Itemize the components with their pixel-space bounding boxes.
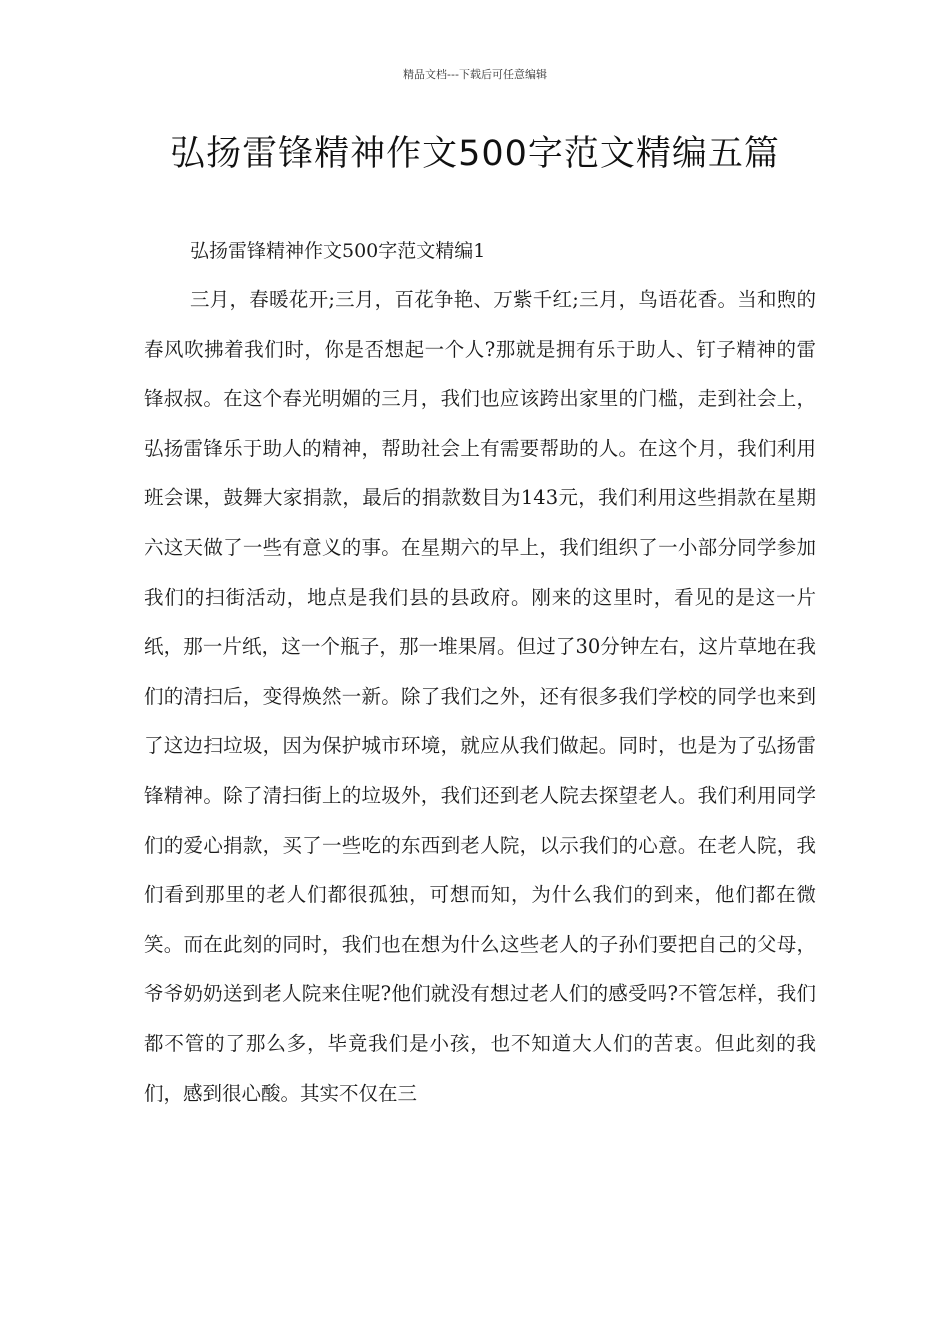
header-note: 精品文档---下载后可任意编辑 bbox=[403, 68, 547, 81]
body-paragraph: 三月，春暖花开;三月，百花争艳、万紫千红;三月，鸟语花香。当和煦的春风吹拂着我们时，你是否想起一个人?那就是拥有乐于助人、钉子精神的雷锋叔叔。在这个春光明媚的三月，我们也应该跨出家里的门槛，走到社会上，弘扬雷锋乐于助人的精神，帮助社会上有需要帮助的人。在这个月，我们利用班会课，鼓舞大家捐款，最后的捐款数目为143元，我们利用这些捐款在星期六这天做了一些有意义的事。在星期六的早上，我们组织了一小部分同学参加我们的扫街活动，地点是我们县的县政府。刚来的这里时，看见的是这一片纸，那一片纸，这一个瓶子，那一堆果屑。但过了30分钟左右，这片草地在我们的清扫后，变得焕然一新。除了我们之外，还有很多我们学校的同学也来到了这边扫垃圾，因为保护城市环境，就应从我们做起。同时，也是为了弘扬雷锋精神。除了清扫街上的垃圾外，我们还到老人院去探望老人。我们利用同学们的爱心捐款，买了一些吃的东西到老人院，以示我们的心意。在老人院，我们看到那里的老人们都很孤独，可想而知，为什么我们的到来，他们都在微笑。而在此刻的同时，我们也在想为什么这些老人的子孙们要把自己的父母，爷爷奶奶送到老人院来住呢?他们就没有想过老人们的感受吗?不管怎样，我们都不管的了那么多，毕竟我们是小孩，也不知道大人们的苦衷。但此刻的我们，感到很心酸。其实不仅在三 bbox=[144, 288, 816, 1105]
section-heading: 弘扬雷锋精神作文500字范文精编1 bbox=[190, 240, 486, 262]
document-title: 弘扬雷锋精神作文500字范文精编五篇 bbox=[170, 134, 780, 174]
